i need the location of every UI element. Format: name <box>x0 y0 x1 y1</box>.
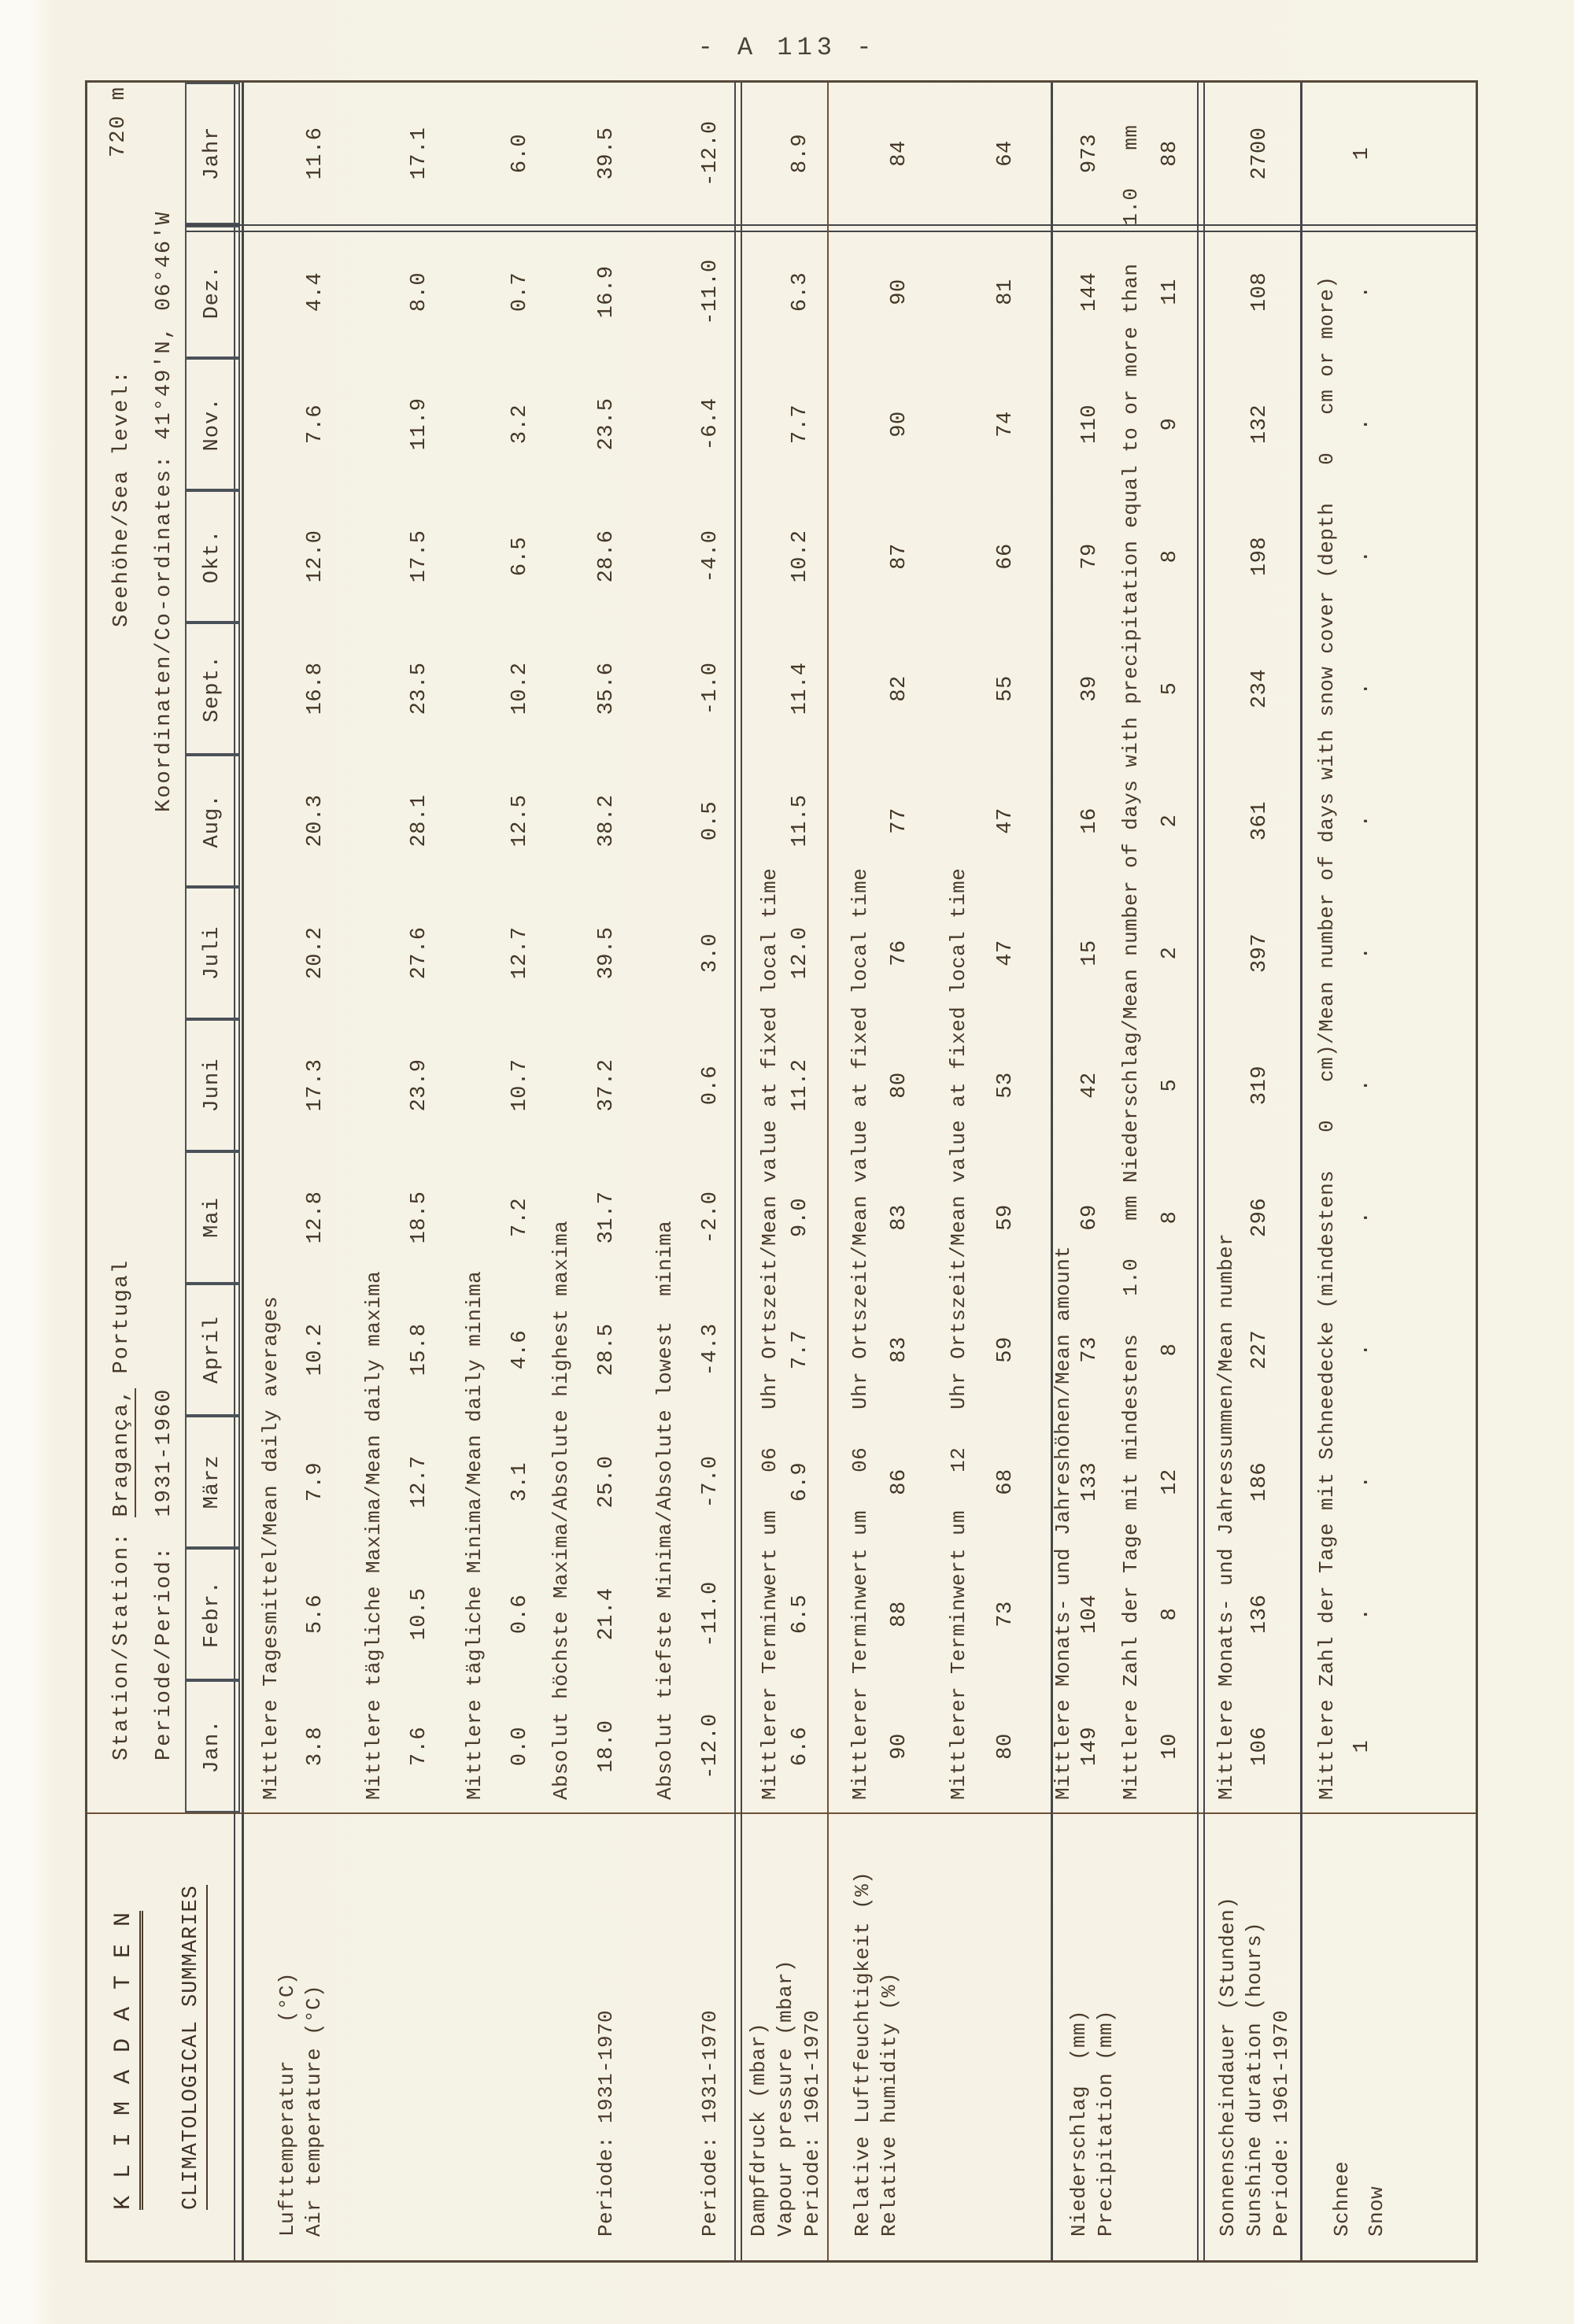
value-cell: -1.0 <box>699 662 722 715</box>
value-cell: 8 <box>1158 1210 1182 1225</box>
section-rule-temp-b <box>741 83 742 2260</box>
value-cell: 144 <box>1078 272 1102 312</box>
value-cell: 6.9 <box>789 1461 812 1502</box>
month-header-Dez: Dez. <box>185 226 240 358</box>
value-cell: 27.6 <box>408 926 431 980</box>
value-cell: 4.4 <box>304 272 327 312</box>
value-cell: 7.7 <box>789 404 812 445</box>
value-cell: -12.0 <box>699 1713 722 1779</box>
value-cell: 11.6 <box>304 127 327 180</box>
value-cell: 17.5 <box>408 530 431 583</box>
value-cell: 973 <box>1078 133 1102 174</box>
value-cell: 83 <box>888 1204 911 1231</box>
row-label: Mittlere Monats- und Jahressummen/Mean number <box>1214 1232 1238 1800</box>
value-cell: 11.2 <box>789 1059 812 1112</box>
value-cell: 1 <box>1350 1739 1374 1753</box>
value-cell: 397 <box>1248 933 1272 974</box>
value-cell: 10.7 <box>508 1059 532 1112</box>
left-label-sunshine: Sonnenscheindauer (Stunden) Sunshine duration (hours) Periode: 1961-1970 <box>1216 1896 1293 2237</box>
value-cell: 23.5 <box>408 662 431 715</box>
section-rule-precip-b <box>1203 83 1205 2260</box>
value-cell: 110 <box>1078 404 1102 445</box>
value-cell: . <box>1350 1343 1374 1357</box>
month-header-Aug: Aug. <box>185 755 240 887</box>
value-cell: 11.4 <box>789 662 812 715</box>
value-cell: 10.5 <box>408 1587 431 1641</box>
value-cell: 0.5 <box>699 800 722 841</box>
row-label: Absolut tiefste Minima/Absolute lowest minima <box>653 1220 677 1800</box>
value-cell: 88 <box>888 1601 911 1628</box>
value-cell: 15 <box>1078 940 1102 966</box>
row-label: Mittlere tägliche Maxima/Mean daily maxima <box>362 1270 386 1800</box>
value-cell: 77 <box>888 807 911 834</box>
month-header-April: April <box>185 1284 240 1416</box>
value-cell: 296 <box>1248 1197 1272 1238</box>
value-cell: 31.7 <box>595 1191 619 1244</box>
value-cell: 66 <box>994 543 1018 570</box>
value-cell: . <box>1350 1607 1374 1621</box>
value-cell: 87 <box>888 543 911 570</box>
climate-data-table <box>85 80 1478 2263</box>
value-cell: 21.4 <box>595 1587 619 1641</box>
value-cell: 8 <box>1158 549 1182 563</box>
value-cell: 81 <box>994 279 1018 305</box>
row-label: Mittlere Tagesmittel/Mean daily averages <box>259 1295 283 1800</box>
value-cell: 9.0 <box>789 1197 812 1238</box>
value-cell: 88 <box>1158 140 1182 167</box>
value-cell: 16.9 <box>595 265 619 319</box>
value-cell: 18.0 <box>595 1720 619 1773</box>
value-cell: 4.6 <box>508 1329 532 1370</box>
value-cell: 6.0 <box>508 133 532 174</box>
value-cell: 47 <box>994 940 1018 966</box>
value-cell: 23.5 <box>595 397 619 451</box>
value-cell: 6.6 <box>789 1726 812 1767</box>
value-cell: 23.9 <box>408 1059 431 1112</box>
value-cell: 3.2 <box>508 404 532 445</box>
value-cell: -4.0 <box>699 530 722 583</box>
value-cell: 59 <box>994 1204 1018 1231</box>
value-cell: . <box>1350 1210 1374 1225</box>
value-cell: 83 <box>888 1336 911 1363</box>
value-cell: 18.5 <box>408 1191 431 1244</box>
value-cell: 16.8 <box>304 662 327 715</box>
value-cell: 28.5 <box>595 1323 619 1376</box>
value-cell: 11.9 <box>408 397 431 451</box>
page-number: - A 113 - <box>697 33 877 62</box>
row-label: Mittlerer Terminwert um 12 Uhr Ortszeit/Mean value at fixed local time <box>947 867 970 1800</box>
month-header-Nov: Nov. <box>185 358 240 490</box>
month-header-Juni: Juni <box>185 1019 240 1151</box>
value-cell: 2 <box>1158 814 1182 828</box>
value-cell: -11.0 <box>699 259 722 325</box>
value-cell: 47 <box>994 807 1018 834</box>
value-cell: 7.6 <box>304 404 327 445</box>
value-cell: 16 <box>1078 807 1102 834</box>
value-cell: 10.2 <box>304 1323 327 1376</box>
value-cell: -4.3 <box>699 1323 722 1376</box>
value-cell: 234 <box>1248 668 1272 709</box>
value-cell: 12.0 <box>789 926 812 980</box>
value-cell: 76 <box>888 940 911 966</box>
value-cell: 90 <box>888 411 911 438</box>
value-cell: 28.1 <box>408 794 431 848</box>
value-cell: 8 <box>1158 1343 1182 1357</box>
value-cell: 39.5 <box>595 127 619 180</box>
value-cell: 1 <box>1350 146 1374 161</box>
value-cell: 8.9 <box>789 133 812 174</box>
value-cell: 12.5 <box>508 794 532 848</box>
value-cell: 7.9 <box>304 1461 327 1502</box>
value-cell: 5.6 <box>304 1594 327 1635</box>
value-cell: 8 <box>1158 1607 1182 1621</box>
value-cell: . <box>1350 814 1374 828</box>
klimadaten-title: K L I M A D A T E N <box>111 1911 143 2210</box>
month-header-Jan: Jan. <box>185 1680 240 1812</box>
value-cell: 0.6 <box>699 1065 722 1106</box>
value-cell: -12.0 <box>699 120 722 187</box>
value-cell: 10.2 <box>508 662 532 715</box>
value-cell: 3.1 <box>508 1461 532 1502</box>
value-cell: 7.7 <box>789 1329 812 1370</box>
value-cell: 12.7 <box>508 926 532 980</box>
value-cell: 361 <box>1248 800 1272 841</box>
station-label: Station/Station: <box>110 1517 134 1761</box>
value-cell: 39 <box>1078 675 1102 702</box>
value-cell: 0.6 <box>508 1594 532 1635</box>
value-cell: 86 <box>888 1469 911 1495</box>
value-cell: 198 <box>1248 536 1272 577</box>
value-cell: 68 <box>994 1469 1018 1495</box>
value-cell: 64 <box>994 140 1018 167</box>
value-cell: 108 <box>1248 272 1272 312</box>
left-label-snow: Schnee Snow <box>1330 2160 1388 2237</box>
value-cell: 3.0 <box>699 933 722 974</box>
value-cell: 106 <box>1248 1726 1272 1767</box>
value-cell: 6.5 <box>508 536 532 577</box>
value-cell: 90 <box>888 1733 911 1760</box>
month-header-Jahr: Jahr <box>185 83 240 224</box>
value-cell: 39.5 <box>595 926 619 980</box>
value-cell: 5 <box>1158 1078 1182 1092</box>
value-cell: 136 <box>1248 1594 1272 1635</box>
value-cell: 12.0 <box>304 530 327 583</box>
row-label: Mittlere Zahl der Tage mit mindestens 1.0 mm Niederschlag/Mean number of days with precipitation equal to or more than 1.0 mm <box>1119 124 1143 1800</box>
value-cell: 10 <box>1158 1733 1182 1760</box>
station-country: Portugal <box>110 1258 134 1388</box>
section-rule-humidity <box>1051 83 1053 2260</box>
left-label-vapour-pressure: Dampfdruck (mbar) Vapour pressure (mbar) Periode: 1961-1970 <box>747 1959 824 2237</box>
value-cell: 7.6 <box>408 1726 431 1767</box>
value-cell: . <box>1350 549 1374 563</box>
station-city: Bragança, <box>110 1388 136 1517</box>
section-rule-temp-a <box>734 83 736 2260</box>
value-cell: 149 <box>1078 1726 1102 1767</box>
left-label-precipitation: Niederschlag (mm) Precipitation (mm) <box>1067 2009 1118 2237</box>
value-cell: 0.0 <box>508 1726 532 1767</box>
value-cell: 80 <box>888 1072 911 1099</box>
value-cell: 17.1 <box>408 127 431 180</box>
value-cell: 133 <box>1078 1461 1102 1502</box>
month-row-rule-b <box>242 83 244 2260</box>
value-cell: 69 <box>1078 1204 1102 1231</box>
sea-level-value: 720 m <box>107 85 131 157</box>
station-line <box>109 1259 135 1761</box>
section-rule-sunshine <box>1300 83 1302 2260</box>
row-label: Absolut höchste Maxima/Absolute highest maxima <box>549 1220 573 1800</box>
value-cell: . <box>1350 417 1374 431</box>
value-cell: 53 <box>994 1072 1018 1099</box>
value-cell: 12.7 <box>408 1455 431 1509</box>
value-cell: 0.7 <box>508 272 532 312</box>
value-cell: . <box>1350 1078 1374 1092</box>
section-rule-vapour <box>827 83 829 2260</box>
row-label: Mittlerer Terminwert um 06 Uhr Ortszeit/Mean value at fixed local time <box>758 867 781 1800</box>
value-cell: -6.4 <box>699 397 722 451</box>
value-cell: 79 <box>1078 543 1102 570</box>
value-cell: . <box>1350 946 1374 960</box>
value-cell: 37.2 <box>595 1059 619 1112</box>
value-cell: 42 <box>1078 1072 1102 1099</box>
value-cell: -7.0 <box>699 1455 722 1509</box>
value-cell: 7.2 <box>508 1197 532 1238</box>
value-cell: 2 <box>1158 946 1182 960</box>
row-label: Mittlere Monats- und Jahreshöhen/Mean amount <box>1051 1245 1075 1800</box>
value-cell: 15.8 <box>408 1323 431 1376</box>
value-cell: 28.6 <box>595 530 619 583</box>
month-header-Okt: Okt. <box>185 490 240 623</box>
coordinates-line: Koordinaten/Co-ordinates: 41°49'N, 06°46'W <box>153 210 176 812</box>
value-cell: 227 <box>1248 1329 1272 1370</box>
period-note: Periode: 1931-1970 <box>698 2009 722 2237</box>
value-cell: 319 <box>1248 1065 1272 1106</box>
value-cell: 80 <box>994 1733 1018 1760</box>
value-cell: 20.3 <box>304 794 327 848</box>
value-cell: 8.0 <box>408 272 431 312</box>
label-column-divider <box>87 1812 1476 1814</box>
value-cell: 74 <box>994 411 1018 438</box>
left-label-relative-humidity: Relative Luftfeuchtigkeit (%) Relative humidity (%) <box>851 1871 901 2237</box>
value-cell: 12 <box>1158 1469 1182 1495</box>
month-header-Mai: Mai <box>185 1151 240 1284</box>
value-cell: 73 <box>994 1601 1018 1628</box>
value-cell: 10.2 <box>789 530 812 583</box>
month-header-März: März <box>185 1416 240 1548</box>
month-header-Juli: Juli <box>185 887 240 1019</box>
value-cell: 82 <box>888 675 911 702</box>
value-cell: 73 <box>1078 1336 1102 1363</box>
value-cell: 38.2 <box>595 794 619 848</box>
value-cell: 132 <box>1248 404 1272 445</box>
value-cell: 25.0 <box>595 1455 619 1509</box>
summaries-title: CLIMATOLOGICAL SUMMARIES <box>179 1885 208 2210</box>
value-cell: . <box>1350 285 1374 299</box>
value-cell: 12.8 <box>304 1191 327 1244</box>
left-label-air-temperature: Lufttemperatur (°C) Air temperature (°C) <box>275 1971 326 2237</box>
value-cell: 59 <box>994 1336 1018 1363</box>
value-cell: 6.3 <box>789 272 812 312</box>
value-cell: 20.2 <box>304 926 327 980</box>
value-cell: . <box>1350 682 1374 696</box>
value-cell: 6.5 <box>789 1594 812 1635</box>
value-cell: 11 <box>1158 279 1182 305</box>
value-cell: 3.8 <box>304 1726 327 1767</box>
value-cell: -2.0 <box>699 1191 722 1244</box>
month-header-Febr: Febr. <box>185 1548 240 1680</box>
value-cell: 186 <box>1248 1461 1272 1502</box>
value-cell: 2700 <box>1248 127 1272 180</box>
value-cell: . <box>1350 1475 1374 1489</box>
month-header-Sept: Sept. <box>185 623 240 755</box>
section-rule-precip-a <box>1197 83 1199 2260</box>
value-cell: 11.5 <box>789 794 812 848</box>
value-cell: 90 <box>888 279 911 305</box>
value-cell: 84 <box>888 140 911 167</box>
jahr-divider-outer <box>185 231 1476 232</box>
value-cell: 35.6 <box>595 662 619 715</box>
value-cell: 17.3 <box>304 1059 327 1112</box>
value-cell: 5 <box>1158 682 1182 696</box>
value-cell: 104 <box>1078 1594 1102 1635</box>
value-cell: -11.0 <box>699 1581 722 1647</box>
value-cell: 9 <box>1158 417 1182 431</box>
sea-level-label: Seehöhe/Sea level: <box>110 369 134 627</box>
row-label: Mittlere Zahl der Tage mit Schneedecke (mindestens 0 cm)/Mean number of days with snow cover (depth 0 cm or more) <box>1315 275 1339 1800</box>
value-cell: 55 <box>994 675 1018 702</box>
period-note: Periode: 1931-1970 <box>594 2009 618 2237</box>
period-line: Periode/Period: 1931-1960 <box>153 1387 176 1761</box>
row-label: Mittlere tägliche Minima/Mean daily minima <box>463 1270 486 1800</box>
jahr-divider-inner <box>185 224 1476 226</box>
row-label: Mittlerer Terminwert um 06 Uhr Ortszeit/Mean value at fixed local time <box>848 867 872 1800</box>
